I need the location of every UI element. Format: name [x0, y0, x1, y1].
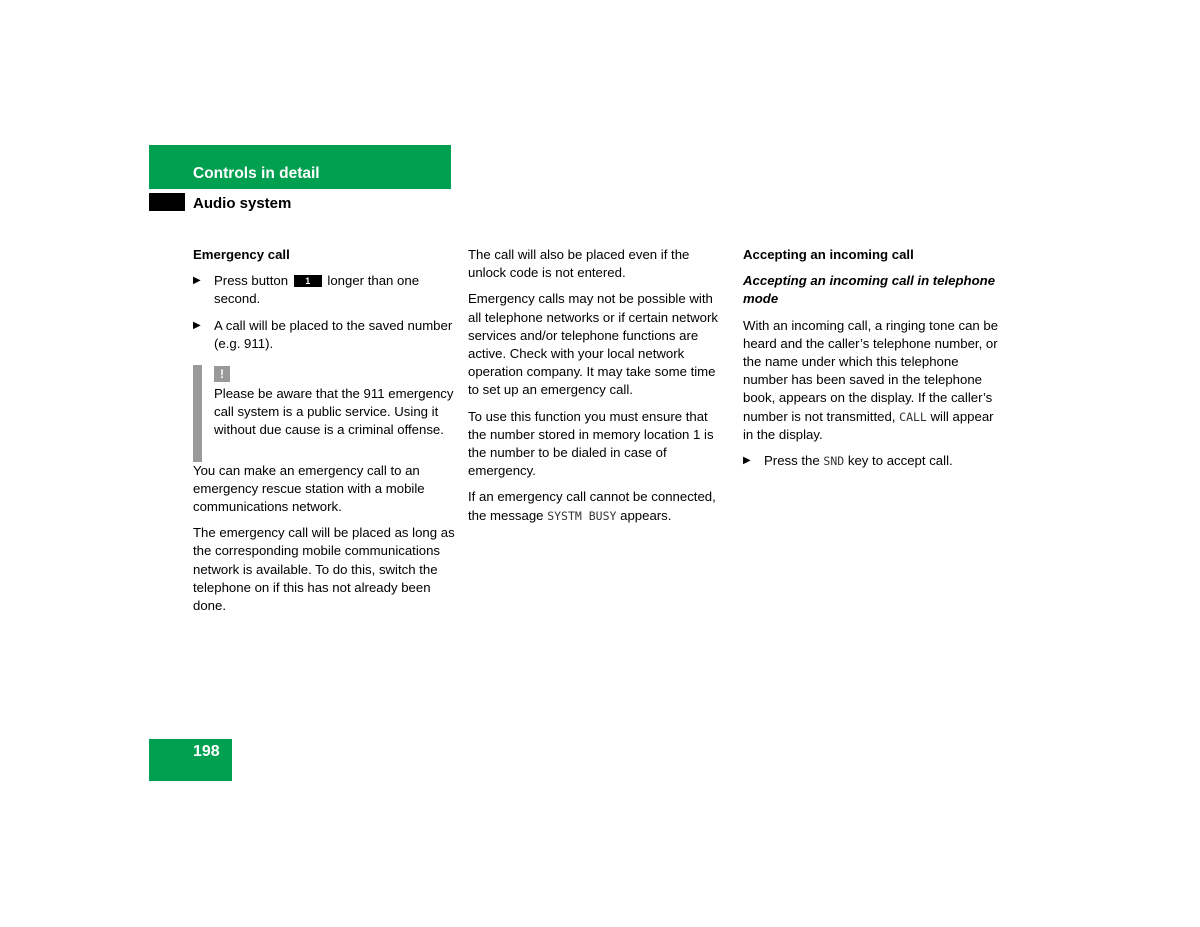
- note-bar: [193, 365, 202, 462]
- key-1-icon: 1: [294, 275, 322, 287]
- column-2: [468, 246, 726, 533]
- display-message: SYSTM BUSY: [547, 508, 617, 523]
- paragraph-text-post: will appear in the display.: [743, 408, 994, 442]
- warning-note: [193, 365, 455, 440]
- note-text: Please be aware that the 911 emergency call system is a public service. Using it without due cause is a criminal offense.: [214, 386, 454, 438]
- column-1: [193, 246, 455, 623]
- incoming-call-heading: Accepting an incoming call: [743, 247, 914, 262]
- section-title: Controls in detail: [193, 165, 320, 182]
- bullet-triangle-icon: ▶: [193, 319, 201, 331]
- paragraph: [743, 317, 1005, 444]
- instruction-text-post: longer than one second.: [214, 273, 420, 307]
- emergency-call-heading: Emergency call: [193, 247, 290, 262]
- column-3: [743, 246, 1005, 478]
- bullet-triangle-icon: ▶: [743, 455, 751, 467]
- instruction-text-pre: Press the: [764, 453, 820, 469]
- exclamation-icon: !: [214, 366, 230, 382]
- paragraph: [468, 488, 726, 524]
- instruction-text: A call will be placed to the saved number (e.g. 911).: [214, 317, 453, 351]
- paragraph: The call will also be placed even if the unlock code is not entered.: [468, 247, 690, 281]
- instruction-call-placed: [193, 317, 455, 353]
- subsection-marker: [149, 193, 185, 211]
- paragraph-text-post: appears.: [620, 507, 672, 523]
- instruction-text-pre: Press button: [214, 273, 289, 289]
- paragraph: The emergency call will be placed as long as the corresponding mobile communications network is available. To do this, switch the telephone on if this has not already been done.: [193, 525, 455, 614]
- bullet-triangle-icon: ▶: [193, 275, 201, 287]
- snd-key-label: SND: [823, 454, 845, 469]
- paragraph: Emergency calls may not be possible with all telephone networks or if certain network services and/or telephone functions are active. Check with your local network operation company. It may take some time to set up an emergency call.: [468, 291, 718, 398]
- paragraph-text-pre: With an incoming call, a ringing tone can be heard and the caller’s telephone number, or the name under which this telephone number has been saved in the telephone book, appears on the display. If the caller’s number is not transmitted,: [743, 317, 999, 424]
- instruction-press-button: [193, 272, 455, 308]
- paragraph: To use this function you must ensure that the number stored in memory location 1 is the number to be dialed in case of emergency.: [468, 408, 714, 479]
- instruction-text-post: key to accept call.: [847, 453, 953, 469]
- subsection-title: Audio system: [193, 195, 292, 212]
- display-message: CALL: [899, 409, 927, 424]
- paragraph: You can make an emergency call to an emergency rescue station with a mobile communications network.: [193, 462, 425, 515]
- instruction-accept-call: [743, 452, 1005, 470]
- telephone-mode-subheading: Accepting an incoming call in telephone mode: [743, 273, 996, 307]
- paragraph-text-pre: If an emergency call cannot be connected, the message: [468, 489, 716, 523]
- page-number: 198: [193, 743, 220, 760]
